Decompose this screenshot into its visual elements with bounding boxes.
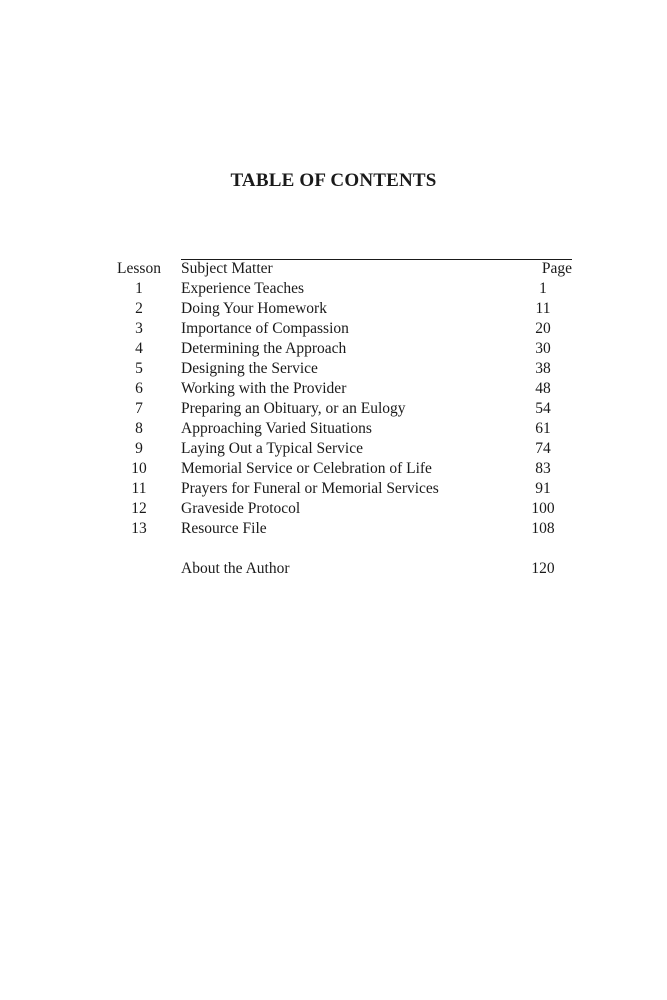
toc-row-about-author[interactable] xyxy=(116,559,572,579)
lesson-number: 6 xyxy=(135,380,143,397)
subject-title: Graveside Protocol xyxy=(181,500,301,517)
toc-row[interactable] xyxy=(116,359,572,379)
subject-title: Determining the Approach xyxy=(181,340,347,357)
subject-title: Memorial Service or Celebration of Life xyxy=(181,460,432,477)
lesson-number: 1 xyxy=(135,280,143,297)
subject-title: Resource File xyxy=(181,520,267,537)
toc-row[interactable] xyxy=(116,299,572,319)
subject-title: Prayers for Funeral or Memorial Services xyxy=(181,480,439,497)
toc-row[interactable] xyxy=(116,379,572,399)
toc-row[interactable] xyxy=(116,339,572,359)
toc-row[interactable] xyxy=(116,439,572,459)
toc-row[interactable] xyxy=(116,519,572,539)
lesson-number: 10 xyxy=(131,460,147,477)
lesson-number: 3 xyxy=(135,320,143,337)
page-number: 11 xyxy=(535,300,551,317)
lesson-number: 7 xyxy=(135,400,143,417)
lesson-column-header: Lesson xyxy=(117,260,161,277)
page-number: 54 xyxy=(535,400,551,417)
subject-title: Preparing an Obituary, or an Eulogy xyxy=(181,400,406,417)
page-number: 30 xyxy=(535,340,551,357)
toc-row[interactable] xyxy=(116,459,572,479)
page-column-header: Page xyxy=(541,260,572,277)
subject-title: Designing the Service xyxy=(181,360,318,377)
lesson-number: 9 xyxy=(135,440,143,457)
page-number: 61 xyxy=(535,420,551,437)
subject-title: Importance of Compassion xyxy=(181,320,349,337)
page-number: 1 xyxy=(539,280,547,297)
page-number: 38 xyxy=(535,360,551,377)
page-number: 83 xyxy=(535,460,551,477)
toc-row[interactable] xyxy=(116,499,572,519)
toc-row[interactable] xyxy=(116,399,572,419)
table-of-contents xyxy=(116,259,572,579)
toc-row[interactable] xyxy=(116,479,572,499)
subject-title: Approaching Varied Situations xyxy=(181,420,372,437)
lesson-number: 12 xyxy=(131,500,147,517)
page-number: 48 xyxy=(535,380,551,397)
subject-title: About the Author xyxy=(181,560,290,577)
toc-header-row xyxy=(116,259,572,279)
subject-title: Doing Your Homework xyxy=(181,300,327,317)
subject-title: Working with the Provider xyxy=(181,380,347,397)
lesson-number: 13 xyxy=(131,520,147,537)
subject-title: Laying Out a Typical Service xyxy=(181,440,363,457)
toc-row[interactable] xyxy=(116,279,572,299)
toc-row[interactable] xyxy=(116,319,572,339)
page-number: 108 xyxy=(531,520,555,537)
page-number: 100 xyxy=(531,500,555,517)
lesson-number: 2 xyxy=(135,300,143,317)
subject-title: Experience Teaches xyxy=(181,280,304,297)
lesson-number: 11 xyxy=(131,480,147,497)
subject-column-header: Subject Matter xyxy=(181,260,273,277)
toc-entries xyxy=(116,279,572,539)
lesson-number: 8 xyxy=(135,420,143,437)
page-number: 74 xyxy=(535,440,551,457)
toc-spacer xyxy=(116,539,572,559)
page-number: 20 xyxy=(535,320,551,337)
page-number: 120 xyxy=(531,560,555,577)
toc-row[interactable] xyxy=(116,419,572,439)
lesson-number: 4 xyxy=(135,340,143,357)
page-number: 91 xyxy=(535,480,551,497)
page-title: TABLE OF CONTENTS xyxy=(230,170,437,191)
lesson-number: 5 xyxy=(135,360,143,377)
